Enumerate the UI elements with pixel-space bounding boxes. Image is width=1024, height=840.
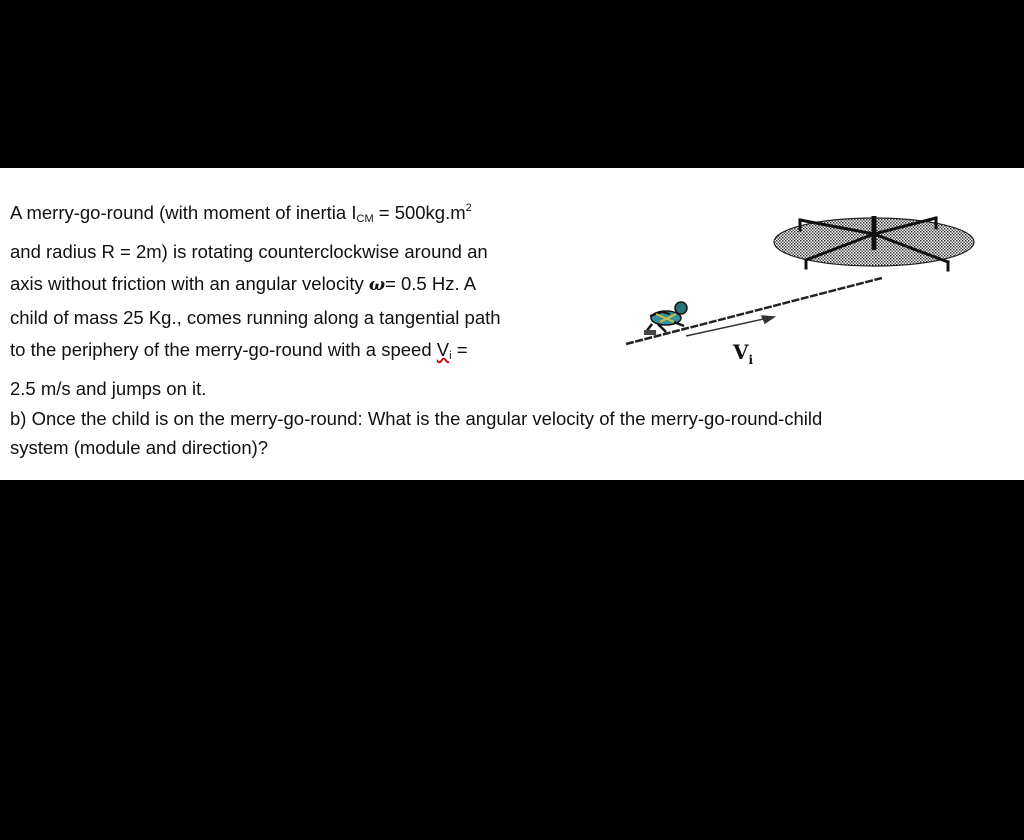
text-segment: = <box>451 339 468 360</box>
problem-line-5 <box>10 334 610 373</box>
document-page <box>0 168 1024 480</box>
problem-line-4: child of mass 25 Kg., comes running along a tangential path <box>10 306 501 328</box>
problem-line-1 <box>10 192 610 236</box>
velocity-label <box>733 340 753 367</box>
velocity-letter: V <box>436 339 450 360</box>
unit-superscript: 2 <box>465 202 472 214</box>
text-segment: to the periphery of the merry-go-round with a speed <box>10 339 437 360</box>
inertia-subscript: CM <box>356 213 374 225</box>
running-child <box>644 302 687 335</box>
velocity-arrow <box>686 316 774 336</box>
velocity-label-letter: V <box>733 340 749 364</box>
velocity-label-subscript: i <box>748 353 754 367</box>
question-line-2: system (module and direction)? <box>10 437 269 458</box>
question-line-1: b) Once the child is on the merry-go-round: What is the angular velocity of the merry-go-round-child <box>10 408 823 429</box>
text-segment: = 0.5 Hz. A <box>385 273 477 294</box>
problem-line-2: and radius R = 2m) is rotating counterclockwise around an <box>10 240 488 262</box>
merry-go-round-diagram <box>620 204 980 379</box>
question-b <box>10 404 1010 462</box>
problem-line-6: 2.5 m/s and jumps on it. <box>10 377 207 399</box>
omega-symbol: ω <box>368 275 386 295</box>
text-segment: = 500kg.m <box>373 202 466 223</box>
problem-statement <box>10 192 610 405</box>
text-segment: A merry-go-round (with moment of inertia I <box>10 202 357 223</box>
text-segment: axis without friction with an angular velocity <box>10 273 369 294</box>
problem-line-3 <box>10 268 610 302</box>
velocity-subscript: i <box>449 350 452 362</box>
velocity-symbol <box>437 339 452 360</box>
